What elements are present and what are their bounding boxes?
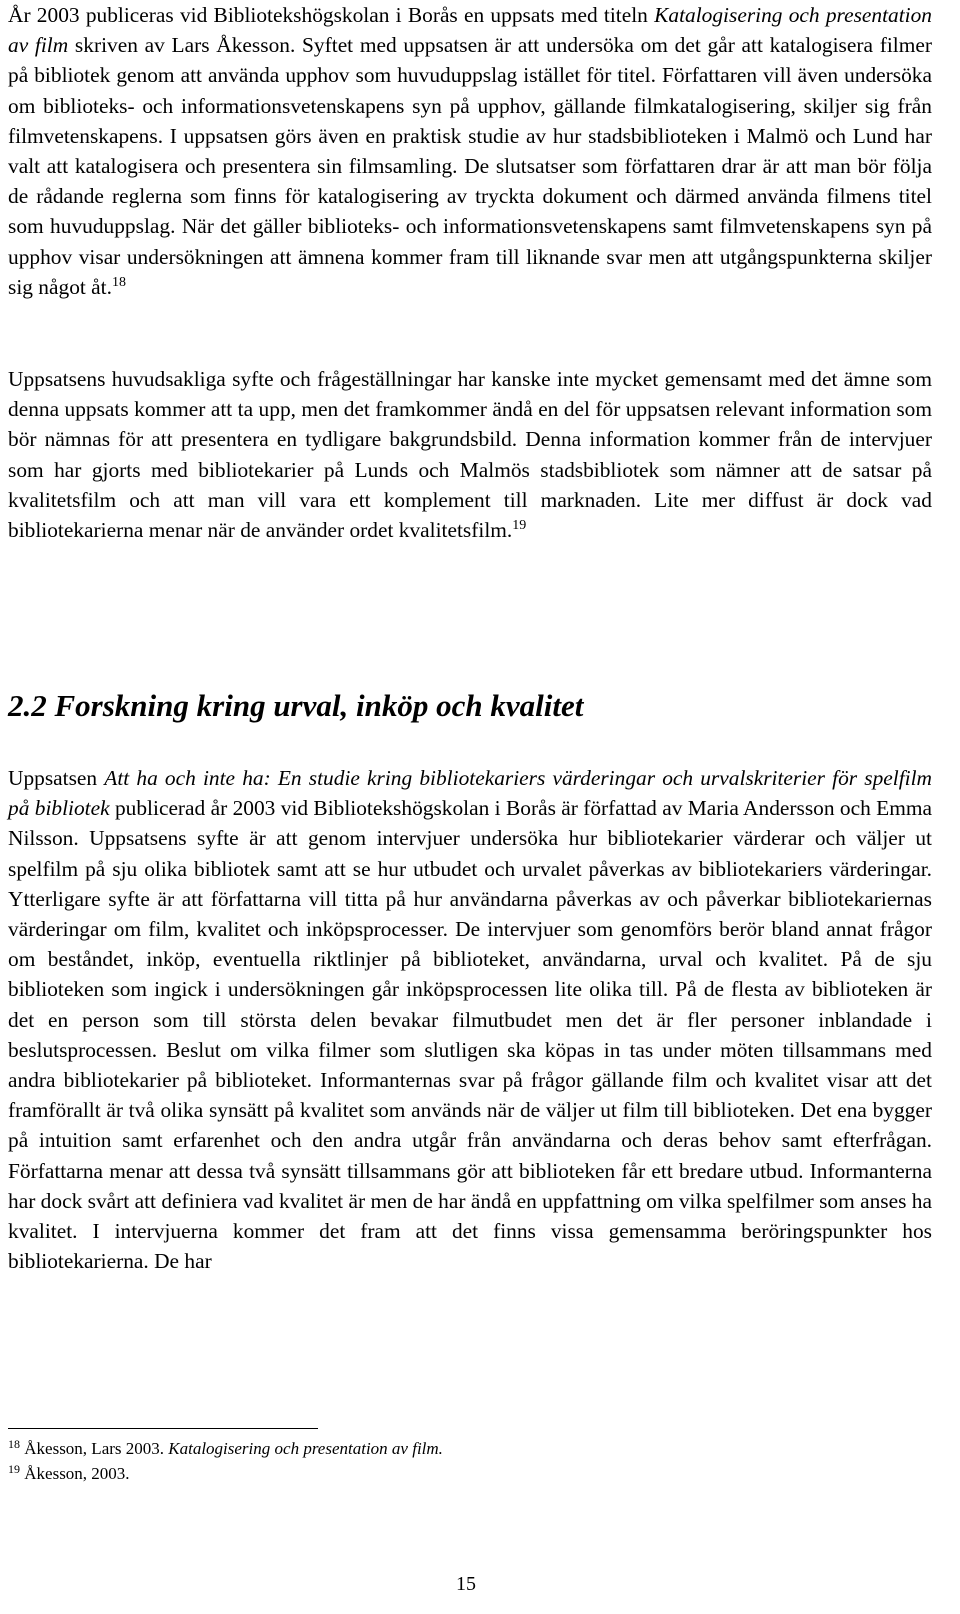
page-number: 15 [456,1573,476,1595]
footnotes [8,1436,932,1486]
footnote-title: Katalogisering och presentation av film. [168,1439,443,1458]
footnote-number: 18 [8,1437,20,1451]
paragraph-1-title: Katalogisering och presentation av film [8,3,932,58]
footnote-number: 19 [8,1462,20,1476]
footnote-19 [8,1461,932,1486]
footnote-divider [8,1428,318,1429]
footnote-text: Åkesson, Lars 2003. [24,1439,169,1458]
footnote-ref-18[interactable]: 18 [111,274,126,290]
footnote-text: Åkesson, 2003. [24,1464,130,1483]
footnote-ref-19[interactable]: 19 [512,518,527,534]
paragraph-3 [8,763,932,1276]
footnote-18 [8,1436,932,1461]
paragraph-3-title: Att ha och inte ha: En studie kring bibliotekariers värderingar och urvalskriterier för spelfilm på bibliotek [8,766,932,821]
section-heading: 2.2 Forskning kring urval, inköp och kvalitet [8,688,584,723]
paragraph-2 [8,364,932,545]
paragraph-3-text-a: Uppsatsen [8,766,105,790]
paragraph-1-text-a: År 2003 publiceras vid Bibliotekshögskolan i Borås en uppsats med titeln [8,3,655,27]
paragraph-2-text: Uppsatsens huvudsakliga syfte och frågeställningar har kanske inte mycket gemensamt med det ämne som denna uppsats kommer att ta upp, men det framkommer ändå en del för uppsatsen relevant information som bör nämnas för att presentera en tydligare bakgrundsbild. Denna information kommer från de intervjuer som har gjorts med bibliotekarier på Lunds och Malmös stadsbibliotek som nämner att de satsar på kvalitetsfilm och att man vill vara ett komplement till marknaden. Lite mer diffust är dock vad bibliotekarierna menar när de använder ordet kvalitetsfilm. [8,367,932,543]
paragraph-1-text-b: skriven av Lars Åkesson. Syftet med uppsatsen är att undersöka om det går att katalogisera filmer på bibliotek genom att använda upphov som huvuduppslag istället för titel. Författaren vill även undersöka om biblioteks- och informationsvetenskapens syn på upphov, gällande filmkatalogisering, skiljer sig från filmvetenskapens. I uppsatsen görs även en praktisk studie av hur stadsbiblioteken i Malmö och Lund har valt att katalogisera och presentera sin filmsamling. De slutsatser som författaren drar är att man bör följa de rådande reglerna som finns för katalogisering av tryckta dokument och därmed använda filmens titel som huvuduppslag. När det gäller biblioteks- och informationsvetenskapens samt filmvetenskapens syn på upphov visar undersökningen att ämnena kommer fram till liknande svar men att utgångspunkterna skiljer sig något åt. [8,33,932,299]
paragraph-3-text-b: publicerad år 2003 vid Bibliotekshögskolan i Borås är författad av Maria Andersson och Emma Nilsson. Uppsatsens syfte är att genom intervjuer undersöka hur bibliotekarier värderar och väljer ut spelfilm på sju olika bibliotek samt att se hur utbudet och urvalet påverkas av bibliotekariers värderingar. Ytterligare syfte är att författarna vill titta på hur användarna påverkas av och påverkar bibliotekariernas värderingar om film, kvalitet och inköpsprocesser. De intervjuer som genomförs berör bland annat frågor om beståndet, inköp, eventuella riktlinjer på biblioteket, användarna, urval och kvalitet. På de sju biblioteken som ingick i undersökningen går inköpsprocessen lite olika till. På de flesta av biblioteken är det en person som till största delen bevakar filmutbudet men det är fler personer inblandade i beslutsprocessen. Beslut om vilka filmer som slutligen ska köpas in tas under möten tillsammans med andra bibliotekarier på biblioteket. Informanternas svar på frågor gällande film och kvalitet visar att det framförallt är två olika synsätt på kvalitet som används när de väljer ut film till biblioteken. Det ena bygger på intuition samt erfarenhet och den andra utgår från användarna och deras behov samt efterfrågan. Författarna menar att dessa två synsätt tillsammans gör att biblioteken får ett bredare utbud. Informanterna har dock svårt att definiera vad kvalitet är men de har ändå en uppfattning om vilka spelfilmer som anses ha kvalitet. I intervjuerna kommer det fram att det finns vissa gemensamma beröringspunkter hos bibliotekarierna. De har [8,796,932,1274]
paragraph-1 [8,0,932,302]
